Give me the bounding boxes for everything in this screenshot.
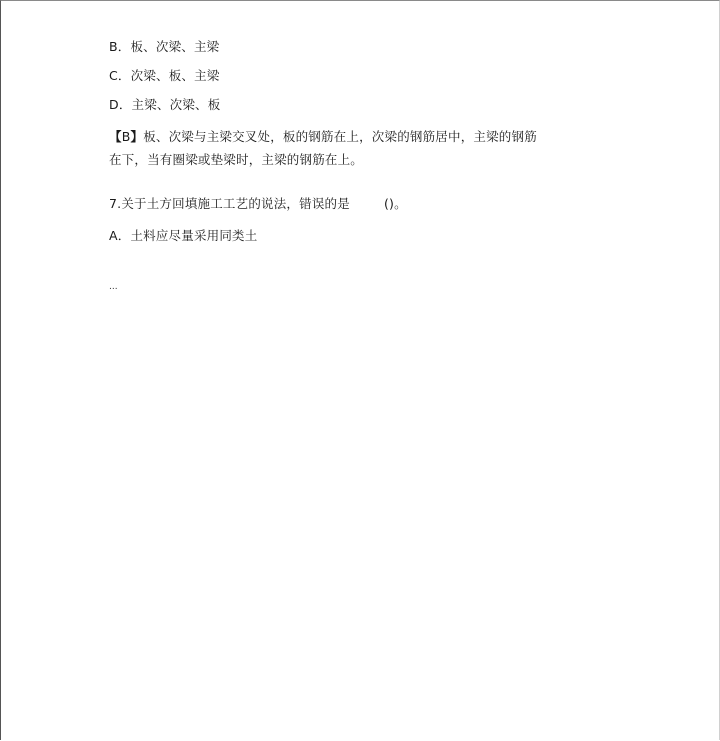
answer-letter: B bbox=[121, 129, 131, 144]
page-continuation-mark: ... bbox=[109, 282, 118, 292]
option-c: C．次梁、板、主梁 bbox=[109, 68, 220, 83]
question-blank: ()。 bbox=[383, 196, 407, 211]
option-a: A．土料应尽量采用同类土 bbox=[109, 228, 258, 243]
answer-close-bracket: 】 bbox=[130, 129, 144, 144]
question-text: 7.关于土方回填施工工艺的说法，错误的是 bbox=[109, 196, 350, 211]
answer-explanation-line-1 bbox=[109, 129, 537, 145]
question-7 bbox=[109, 196, 407, 212]
option-b: B．板、次梁、主梁 bbox=[109, 39, 220, 54]
answer-open-bracket: 【 bbox=[109, 129, 122, 144]
answer-text-line-1: 板、次梁与主梁交叉处，板的钢筋在上，次梁的钢筋居中，主梁的钢筋 bbox=[143, 129, 537, 144]
answer-explanation-line-2: 在下，当有圈梁或垫梁时，主梁的钢筋在上。 bbox=[109, 152, 364, 167]
option-d: D．主梁、次梁、板 bbox=[109, 97, 221, 112]
